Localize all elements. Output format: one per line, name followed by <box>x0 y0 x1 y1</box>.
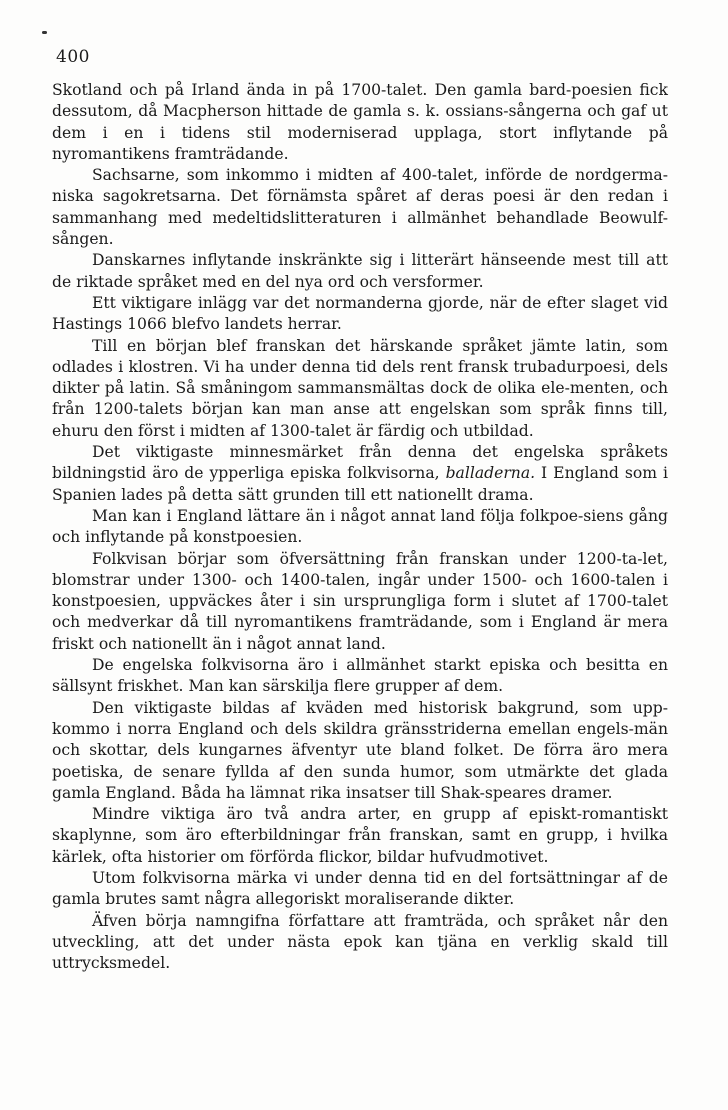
paragraph-12: Utom folkvisorna märka vi under denna tid en del fortsättningar af de gamla brutes samt några allegoriskt moraliserande dikter. <box>52 868 668 909</box>
ballads-term: balladerna. <box>445 464 536 483</box>
paragraph-6-start: Det viktigaste minnesmärket från denna det engelska språkets bildningstid äro de ypperliga episka folkvisorna, <box>52 443 668 483</box>
paragraph-13: Äfven börja namngifna författare att framträda, och språket når den utveckling, att det under nästa epok kan tjäna en verklig skald till uttrycksmedel. <box>52 911 668 973</box>
paragraph-6-end: I England som i Spanien lades på detta sätt grunden till ett nationellt drama. <box>52 464 669 504</box>
paragraph-6 <box>52 442 668 506</box>
body-text <box>52 80 668 974</box>
ink-mark <box>42 31 47 34</box>
paragraph-10: Den viktigaste bildas af kväden med historisk bakgrund, som upp-kommo i norra England och dels skildra gränsstriderna emellan engels-män och skottar, dels kungarnes äfventyr ute bland folket. De förra äro mera poetiska, de senare fyllda af den sunda humor, som utmärkte det glada gamla England. Båda ha lämnat rika insatser till Shak-speares dramer. <box>52 698 668 802</box>
page-number: 400 <box>56 47 90 67</box>
paragraph-9: De engelska folkvisorna äro i allmänhet starkt episka och besitta en sällsynt friskhet. Man kan särskilja flere grupper af dem. <box>52 656 668 696</box>
paragraph-8: Folkvisan börjar som öfversättning från franskan under 1200-ta-let, blomstrar under 1300- och 1400-talen, ingår under 1500- och 1600-talen i konstpoesien, uppväckes åter i sin ursprungliga form i slutet af 1700-talet och medverkar då till nyromantikens framträdande, som i England är mera friskt och nationellt än i något annat land. <box>52 549 668 653</box>
paragraph-5: Till en början blef franskan det härskande språket jämte latin, som odlades i klostren. Vi ha under denna tid dels rent fransk trubadurpoesi, dels dikter på latin. Så småningom sammansmältas dock de olika ele-menten, och från 1200-talets början kan man anse att engelskan som språk finns till, ehuru den först i midten af 1300-talet är färdig och utbildad. <box>52 336 668 440</box>
paragraph-1: Skotland och på Irland ända in på 1700-talet. Den gamla bard-poesien fick dessutom, då Macpherson hittade de gamla s. k. ossians-sångerna och gaf ut dem i en i tidens stil moderniserad upplaga, stort inflytande på nyromantikens framträdande. <box>52 81 668 163</box>
paragraph-4: Ett viktigare inlägg var det normanderna gjorde, när de efter slaget vid Hastings 1066 blefvo landets herrar. <box>52 293 668 334</box>
paragraph-3: Danskarnes inflytande inskränkte sig i litterärt hänseende mest till att de riktade språket med en del nya ord och versformer. <box>52 251 668 291</box>
paragraph-2: Sachsarne, som inkommo i midten af 400-talet, införde de nordgerma-niska sagokretsarna. Det förnämsta spåret af deras poesi är den redan i sammanhang med medeltidslitteraturen i allmänhet behandlade Beowulf-sången. <box>52 166 668 249</box>
paragraph-7: Man kan i England lättare än i något annat land följa folkpoe-siens gång och inflytande på konstpoesien. <box>52 506 668 547</box>
paragraph-11: Mindre viktiga äro två andra arter, en grupp af episkt-romantiskt skaplynne, som äro efterbildningar från franskan, samt en grupp, i hvilka kärlek, ofta historier om förförda flickor, bildar hufvudmotivet. <box>52 805 668 866</box>
